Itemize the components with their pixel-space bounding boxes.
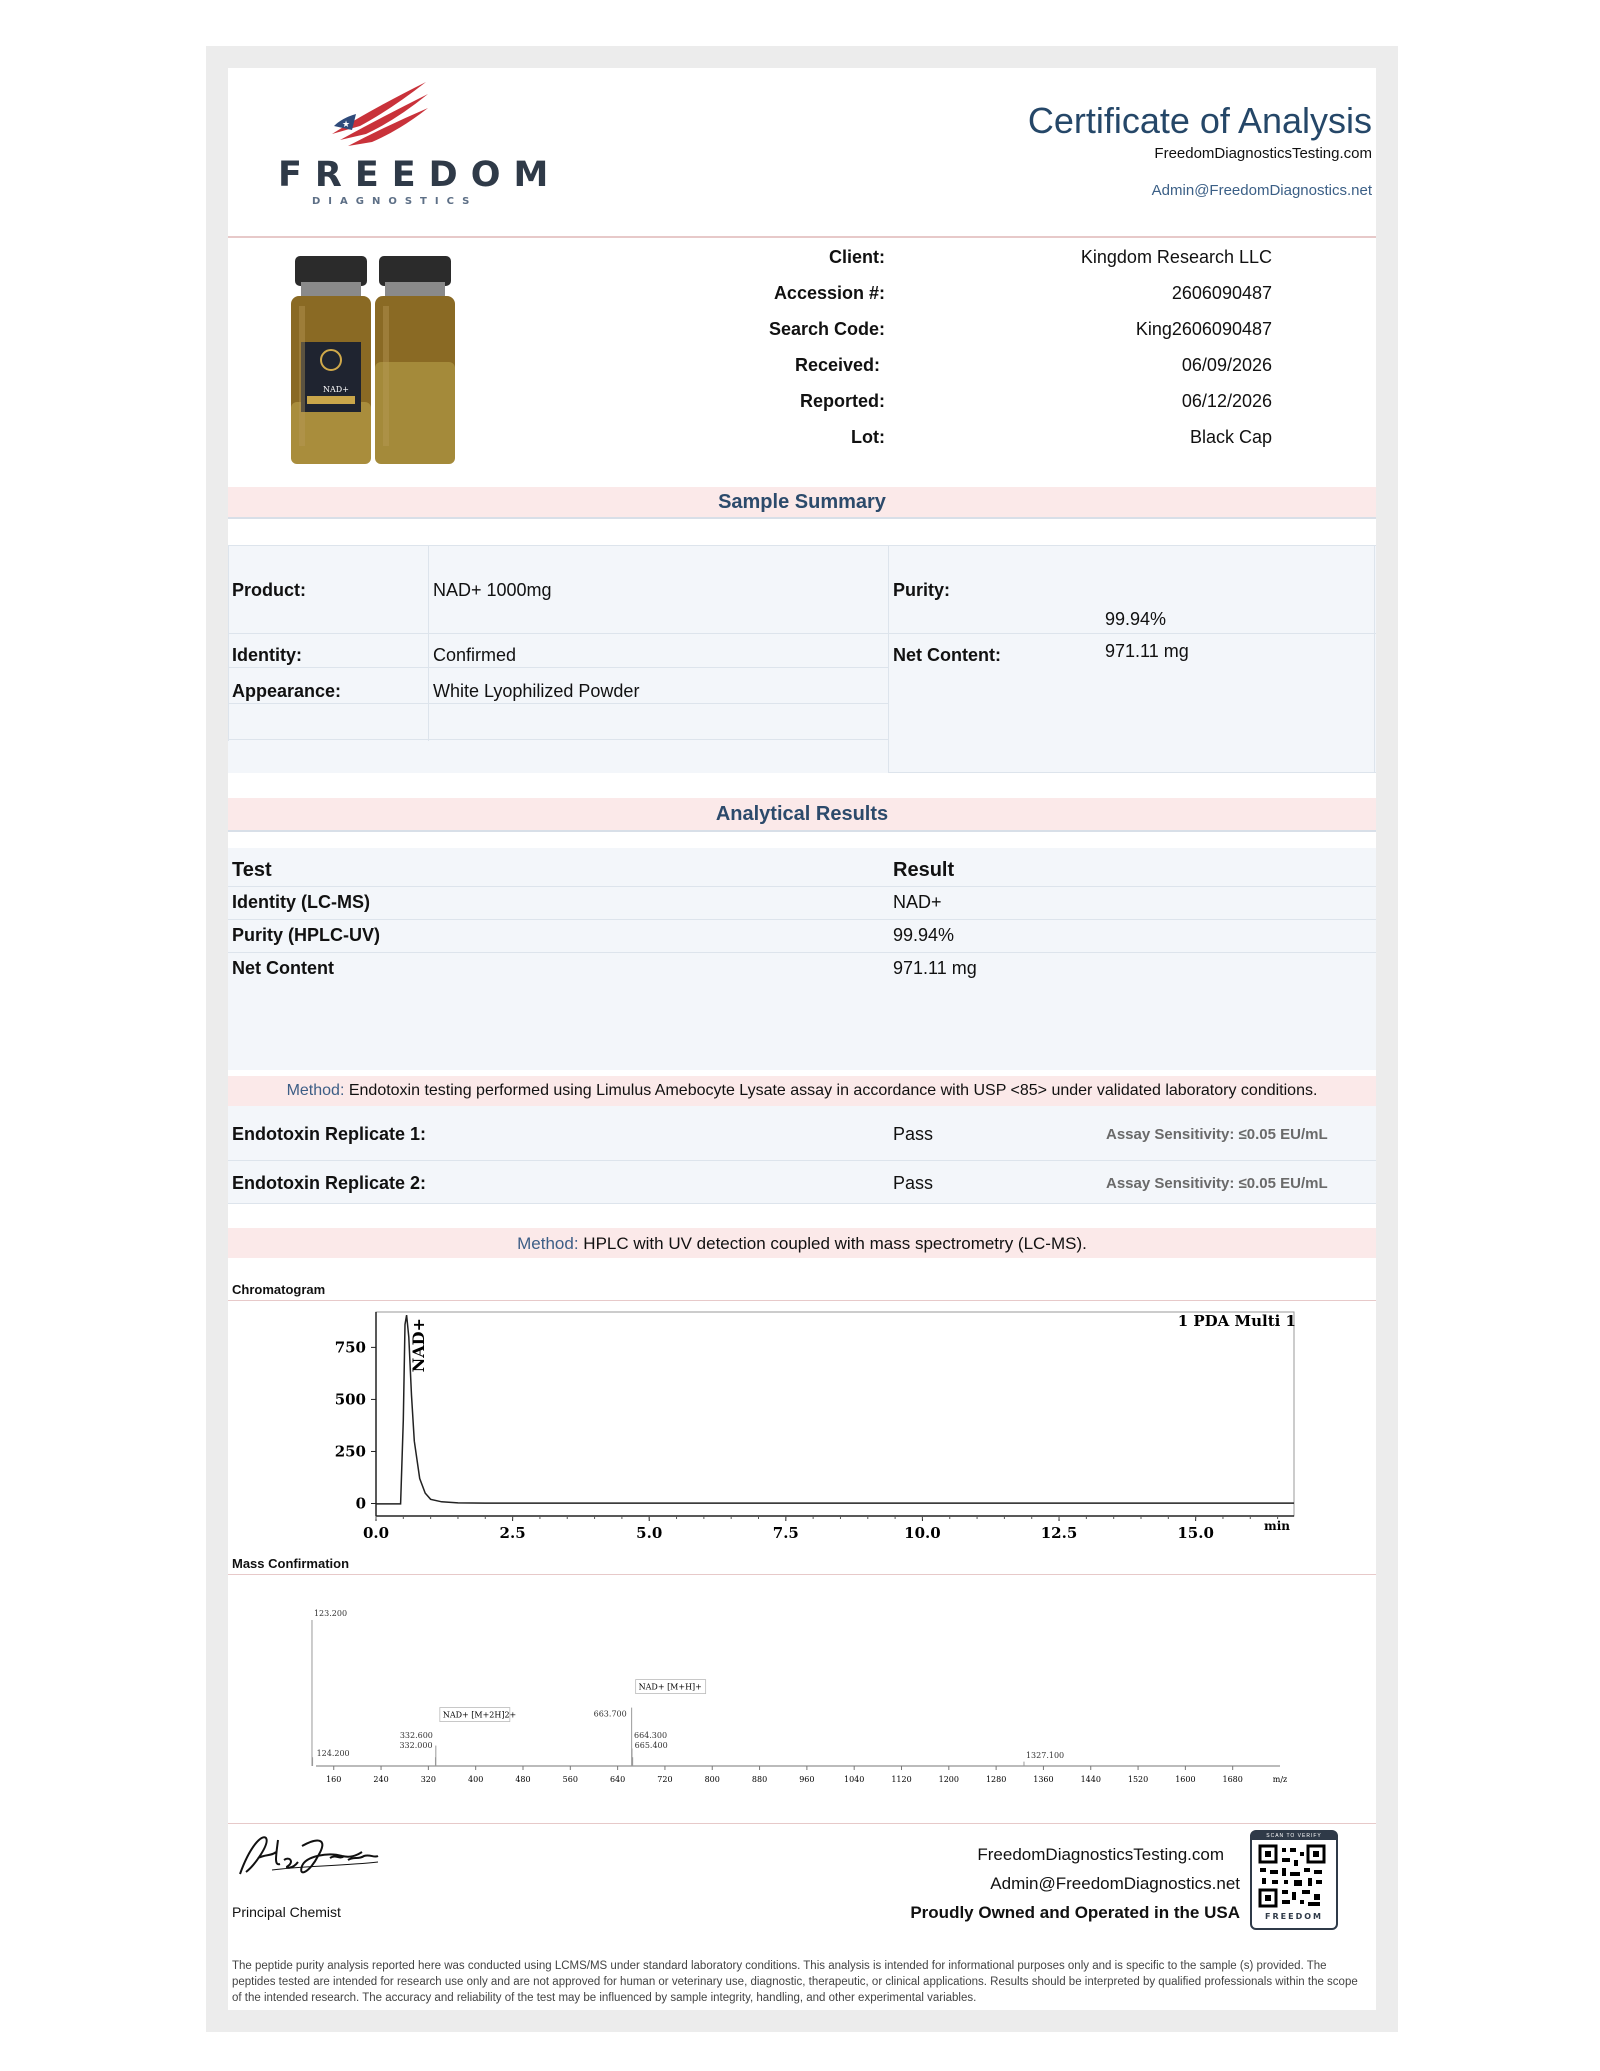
- verification-qr-badge[interactable]: [1250, 1830, 1338, 1930]
- x-tick-label: 5.0: [636, 1524, 663, 1542]
- flag-logo-icon: [330, 80, 430, 148]
- x-tick-label: 0.0: [362, 1524, 390, 1542]
- x-tick-label: 160: [326, 1775, 342, 1784]
- appearance-label: Appearance:: [232, 681, 342, 701]
- sample-summary-title: Sample Summary: [718, 491, 886, 513]
- results-row-result: 99.94%: [893, 925, 955, 945]
- received-label: Received:: [794, 355, 880, 375]
- chromatogram-divider: [228, 1300, 1376, 1301]
- x-tick-label: 560: [562, 1775, 578, 1784]
- peak-mass-label: 665.400: [634, 1741, 668, 1750]
- peak-mass-label: 663.700: [593, 1709, 627, 1719]
- svg-text:★: ★: [342, 120, 351, 130]
- x-unit-label: min: [1264, 1519, 1290, 1533]
- results-row-test: Net Content: [232, 958, 334, 978]
- x-tick-label: 15.0: [1177, 1524, 1214, 1542]
- x-tick-label: 320: [420, 1775, 437, 1784]
- lot-value: Black Cap: [1189, 427, 1272, 447]
- results-row-test: Purity (HPLC-UV): [232, 925, 380, 945]
- x-tick-label: 1280: [985, 1775, 1007, 1784]
- header-website: FreedomDiagnosticsTesting.com: [1154, 145, 1372, 162]
- reported-value: 06/12/2026: [1181, 391, 1272, 411]
- identity-value: Confirmed: [433, 645, 517, 665]
- peak-mass-label: 332.000: [399, 1741, 433, 1750]
- x-tick-label: 10.0: [904, 1524, 941, 1542]
- logo-wordmark: FREEDOM: [278, 155, 562, 195]
- endotoxin-method-text: Method: Endotoxin testing performed using Limulus Amebocyte Lysate assay in accordance with USP <85> under validated laboratory conditions.: [286, 1082, 1318, 1099]
- x-tick-label: 1120: [891, 1775, 912, 1784]
- disclaimer-text: The peptide purity analysis reported here was conducted using LCMS/MS under standard laboratory conditions. This analysis is intended for informational purposes only and is specific to the sample (s) provided. The peptides tested are intended for research use only and are not approved for human or veterinary use, diagnostic, therapeutic, or clinical applications. Results should be interpreted by qualified professionals within the scope of the intended research. The accuracy and reliability of the test may be influenced by sample integrity, handling, and other experimental variables.: [232, 1960, 1358, 2004]
- logo-subtitle: DIAGNOSTICS: [312, 196, 478, 207]
- chromatogram-chart: [228, 1304, 1376, 1544]
- y-tick-label: 0: [355, 1494, 366, 1513]
- footer-website: FreedomDiagnosticsTesting.com: [977, 1845, 1224, 1864]
- x-tick-label: 1200: [938, 1775, 959, 1784]
- net-content-label: Net Content:: [893, 645, 1001, 665]
- analytical-results-title: Analytical Results: [715, 803, 889, 825]
- reported-label: Reported:: [800, 391, 885, 411]
- appearance-value: White Lyophilized Powder: [433, 681, 640, 701]
- purity-value: 99.94%: [1105, 609, 1167, 629]
- header-divider: [228, 236, 1376, 238]
- accession-value: 2606090487: [1171, 283, 1272, 303]
- mass-divider: [228, 1574, 1376, 1575]
- results-row-result: 971.11 mg: [893, 958, 977, 978]
- document-title: Certificate of Analysis: [1027, 100, 1372, 141]
- peak-annotation: NAD+ [M+2H]2+: [442, 1710, 517, 1720]
- signature-image: [232, 1826, 382, 1888]
- purity-label: Purity:: [893, 580, 951, 600]
- y-tick-label: 250: [334, 1442, 366, 1461]
- y-tick-label: 500: [334, 1390, 366, 1409]
- footer-tagline: Proudly Owned and Operated in the USA: [910, 1903, 1240, 1922]
- mass-spectrum-chart: [228, 1580, 1376, 1800]
- hplc-method-text: Method: HPLC with UV detection coupled with mass spectrometry (LC-MS).: [517, 1234, 1087, 1253]
- peak-mass-label: 664.300: [633, 1731, 668, 1740]
- x-tick-label: 480: [515, 1775, 531, 1784]
- footer-divider: [228, 1823, 1376, 1824]
- peak-annotation: NAD+ [M+H]+: [638, 1682, 702, 1692]
- received-value: 06/09/2026: [1181, 355, 1272, 375]
- peak-mass-label: 332.600: [399, 1731, 433, 1740]
- hplc-method-band: [228, 1228, 1376, 1258]
- lot-label: Lot:: [851, 427, 885, 447]
- x-tick-label: 880: [751, 1775, 768, 1784]
- peak-mass-label: 124.200: [316, 1749, 350, 1758]
- x-tick-label: 1360: [1033, 1775, 1054, 1784]
- analytical-results-header: [228, 798, 1376, 832]
- test-column-header: Test: [232, 859, 272, 881]
- peak-label: NAD+: [409, 1318, 429, 1373]
- x-tick-label: 800: [704, 1775, 720, 1784]
- chromatogram-heading: Chromatogram: [232, 1282, 326, 1297]
- accession-label: Accession #:: [773, 283, 885, 303]
- x-tick-label: 1680: [1222, 1775, 1243, 1784]
- x-tick-label: 1600: [1175, 1775, 1196, 1784]
- x-tick-label: 2.5: [499, 1524, 526, 1542]
- x-tick-label: m/z: [1272, 1775, 1288, 1784]
- x-tick-label: 12.5: [1040, 1524, 1078, 1542]
- client-value: Kingdom Research LLC: [1080, 247, 1272, 267]
- product-value: NAD+ 1000mg: [433, 580, 552, 600]
- endotoxin-row-sensitivity: Assay Sensitivity: ≤0.05 EU/mL: [1106, 1126, 1328, 1143]
- x-tick-label: 240: [373, 1775, 389, 1784]
- chart-legend: 1 PDA Multi 1: [1177, 1312, 1296, 1330]
- qr-top-label: SCAN TO VERIFY: [1252, 1832, 1336, 1840]
- x-tick-label: 720: [657, 1775, 673, 1784]
- footer-email: Admin@FreedomDiagnostics.net: [990, 1874, 1240, 1893]
- x-tick-label: 400: [468, 1775, 484, 1784]
- x-tick-label: 960: [799, 1775, 815, 1784]
- signer-title: Principal Chemist: [232, 1904, 341, 1920]
- x-tick-label: 640: [609, 1775, 626, 1784]
- net-content-value: 971.11 mg: [1105, 641, 1189, 661]
- x-tick-label: 1440: [1080, 1775, 1101, 1784]
- search-code-value: King2606090487: [1135, 319, 1272, 339]
- header-email: Admin@FreedomDiagnostics.net: [1151, 182, 1372, 199]
- endotoxin-row-test: Endotoxin Replicate 2:: [232, 1173, 427, 1193]
- client-label: Client:: [829, 247, 885, 267]
- y-tick-label: 750: [334, 1338, 366, 1357]
- search-code-label: Search Code:: [768, 319, 885, 339]
- endotoxin-row-result: Pass: [893, 1173, 934, 1193]
- sample-summary-header: [228, 487, 1376, 519]
- result-column-header: Result: [893, 859, 955, 881]
- product-vials-image: [285, 252, 471, 472]
- x-tick-label: 1520: [1127, 1775, 1149, 1784]
- results-row-test: Identity (LC-MS): [232, 892, 370, 912]
- endotoxin-row-result: Pass: [893, 1124, 934, 1144]
- mass-confirmation-heading: Mass Confirmation: [232, 1556, 350, 1571]
- plot-frame: [376, 1312, 1294, 1516]
- endotoxin-row-test: Endotoxin Replicate 1:: [232, 1124, 427, 1144]
- identity-label: Identity:: [232, 645, 302, 665]
- results-row-result: NAD+: [893, 892, 942, 912]
- analytical-results-table: [228, 848, 1376, 1070]
- endotoxin-method-band: [228, 1076, 1376, 1106]
- endotoxin-row-sensitivity: Assay Sensitivity: ≤0.05 EU/mL: [1106, 1175, 1328, 1192]
- x-tick-label: 7.5: [772, 1524, 799, 1542]
- peak-mass-label: 123.200: [313, 1609, 348, 1618]
- product-label: Product:: [232, 580, 306, 600]
- chromatogram-trace: [376, 1315, 1294, 1504]
- qr-code-icon: [1252, 1840, 1332, 1912]
- vial-label: NAD+: [323, 385, 349, 394]
- peak-mass-label: 1327.100: [1025, 1751, 1065, 1760]
- qr-bottom-label: FREEDOM: [1265, 1912, 1323, 1921]
- x-tick-label: 1040: [844, 1775, 865, 1784]
- sample-summary-table: [228, 545, 1376, 773]
